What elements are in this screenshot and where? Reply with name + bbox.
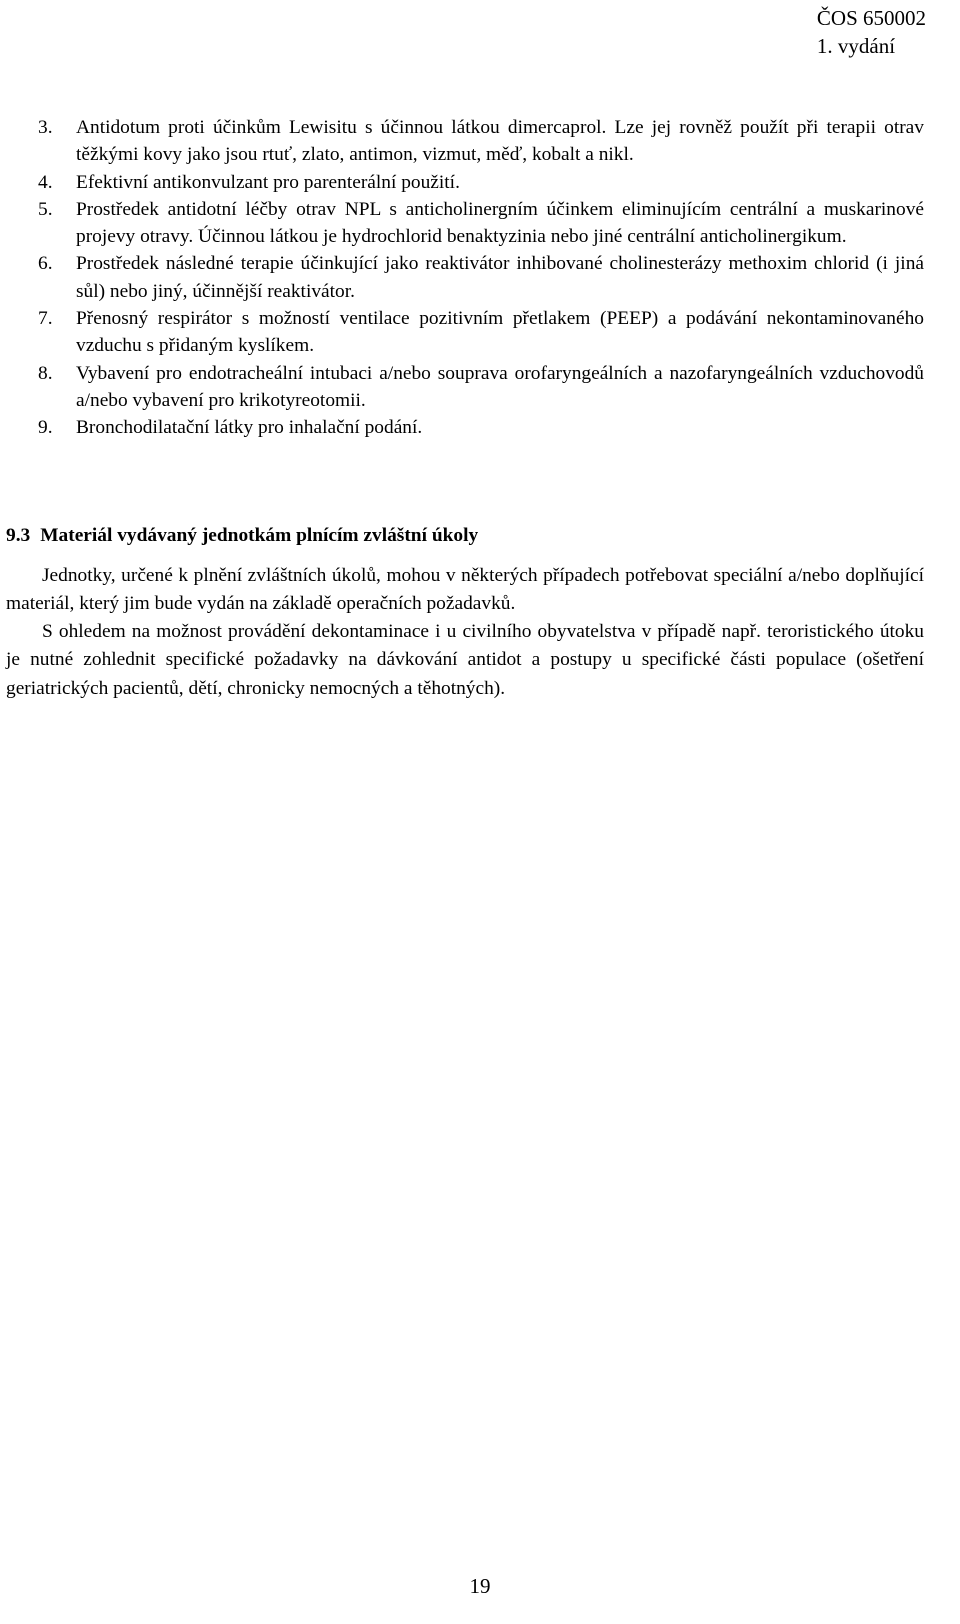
section-number: 9.3 [6,525,31,546]
document-code: ČOS 650002 [816,6,926,30]
list-item-number: 7. [38,308,53,330]
list-item-text: Prostředek následné terapie účinkující jako reaktivátor inhibované cholinesterázy methoxim chlorid (i jiná sůl) nebo jiný, účinnější reaktivátor. [76,253,924,302]
section-title: Materiál vydávaný jednotkám plnícím zvláštní úkoly [40,525,479,546]
list-item-number: 5. [38,198,53,220]
edition-label: 1. vydání [816,34,896,58]
list-item-text: Efektivní antikonvulzant pro parenterální použití. [76,171,460,193]
list-item-text: Bronchodilatační látky pro inhalační podání. [76,417,423,439]
list-item-number: 4. [38,171,53,193]
body-paragraph: Jednotky, určené k plnění zvláštních úkolů, mohou v některých případech potřebovat speciální a/nebo doplňující materiál, který jim bude vydán na základě operačních požadavků. [6,565,924,615]
section-heading [6,522,478,550]
list-item-text: Vybavení pro endotracheální intubaci a/nebo souprava orofaryngeálních a nazofaryngeálních vzduchovodů a/nebo vybavení pro krikotyreotomii. [76,362,924,411]
list-item [38,414,924,441]
list-item-number: 6. [38,253,53,275]
page-header [817,4,926,60]
list-item [38,250,924,305]
list-item-number: 8. [38,362,53,384]
list-item [38,305,924,360]
list-item-number: 3. [38,117,53,138]
list-item-text: Antidotum proti účinkům Lewisitu s účinnou látkou dimercaprol. Lze jej rovněž použít při terapii otrav těžkými kovy jako jsou rtuť, zlato, antimon, vizmut, měď, kobalt a nikl. [76,117,924,166]
page-number: 19 [469,1574,491,1598]
numbered-list [38,114,924,442]
body-paragraph: S ohledem na možnost provádění dekontaminace i u civilního obyvatelstva v případě např. teroristického útoku je nutné zohlednit specifické požadavky na dávkování antidot a postupy u specifické části populace (ošetření geriatrických pacientů, dětí, chronicky nemocných a těhotných). [6,621,924,699]
list-item-text: Přenosný respirátor s možností ventilace pozitivním přetlakem (PEEP) a podávání nekontaminovaného vzduchu s přidaným kyslíkem. [76,308,924,357]
list-item [38,169,924,196]
list-item [38,196,924,251]
list-item-number: 9. [38,417,53,439]
list-item-text: Prostředek antidotní léčby otrav NPL s anticholinergním účinkem eliminujícím centrální a muskarinové projevy otravy. Účinnou látkou je hydrochlorid benaktyzinia nebo jiné centrální anticholinergikum. [76,198,924,248]
list-item [38,114,924,169]
list-item [38,360,924,415]
